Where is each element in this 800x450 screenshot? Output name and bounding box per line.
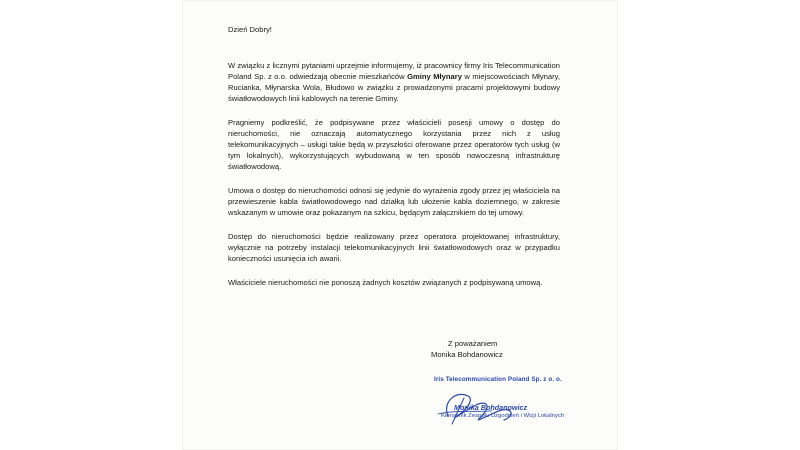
letter-body [228,24,560,301]
closing-regards: Z poważaniem [448,339,498,348]
stamp-company: Iris Telecommunication Poland Sp. z o. o. [434,376,562,383]
closing-name: Monika Bohdanowicz [431,350,503,359]
paragraph-3: Umowa o dostęp do nieruchomości odnosi się jedynie do wyrażenia zgody przez jej właściciela na przewieszenie kabla światłowodowego nad działką lub ułożenie kabla doziemnego, w zakresie wskazanym w umowie oraz pokazanym na szkicu, będącym załącznikiem do tej umowy. [228,186,560,217]
paragraph-1 [228,60,560,104]
stamp-signer: Monika Bohdanowicz [454,403,528,412]
paragraph-5: Właściciele nieruchomości nie ponoszą żadnych kosztów związanych z podpisywaną umową. [228,278,543,287]
greeting: Dzień Dobry! [228,25,272,34]
paragraph-4: Dostęp do nieruchomości będzie realizowany przez operatora projektowanej infrastruktury, wyłącznie na potrzeby instalacji telekomunikacyjnych linii światłowodowych oraz w przypadku konieczności usunięcia ich awarii. [228,232,560,263]
paragraph-1-start: W związku z licznymi pytaniami uprzejmie informujemy, iż pracownicy firmy Iris Telecommunication Poland Sp. z o.o. odwiedzają obecnie mieszkańców [228,61,560,81]
paragraph-1-bold: Gminy Młynary [407,72,462,81]
signature-stamp [434,376,594,428]
letter-page [182,0,618,450]
stamp-role: Kierownik Zespołu Uzgodnień i Wizji Lokalnych [441,413,565,419]
paragraph-1-end: w miejscowościach Młynary, Rucianka, Młynarska Wola, Błudowo w związku z prowadzonymi pracami projektowymi budowy światłowodowych linii kablowych na terenie Gminy. [228,72,560,103]
closing-block [431,338,503,360]
paragraph-2: Pragniemy podkreślić, że podpisywane przez właścicieli posesji umowy o dostęp do nieruchomości, nie oznaczają automatycznego korzystania przez nich z usług telekomunikacyjnych – usługi takie będą w przyszłości oferowane przez operatorów tych usług (w tym lokalnych), wykorzystujących wybudowaną w ten sposób nowoczesną infrastrukturę światłowodową. [228,118,560,171]
